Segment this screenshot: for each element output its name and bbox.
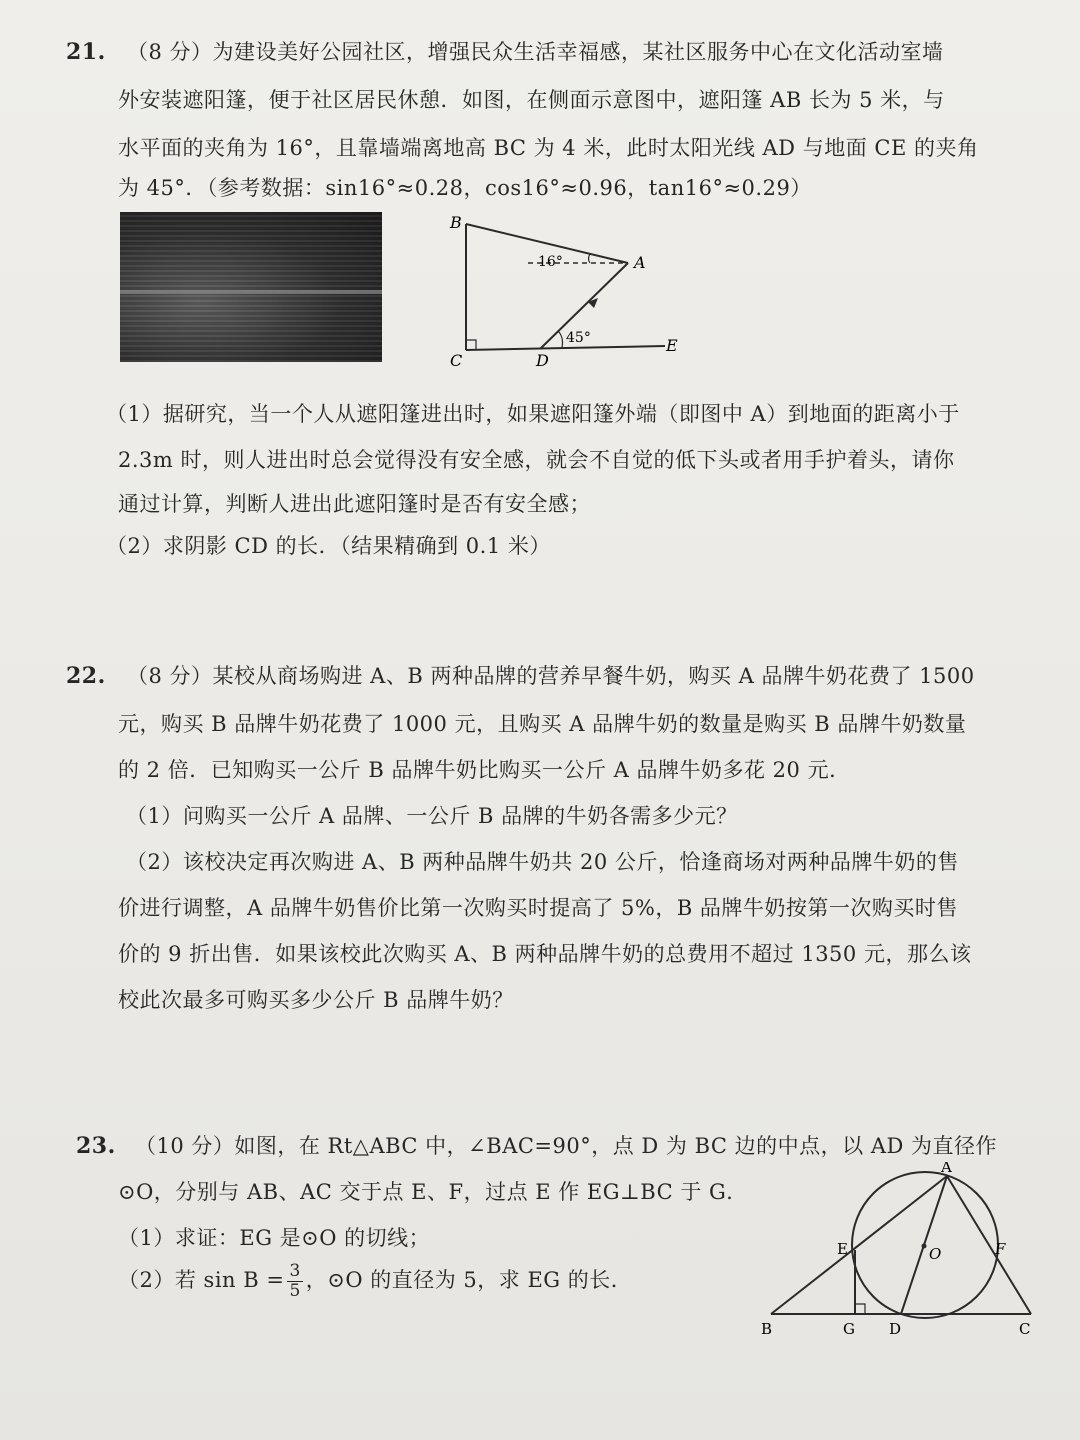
label-angle-16: 16° xyxy=(538,254,563,270)
q22-number: 22. xyxy=(66,663,106,689)
label-b: B xyxy=(761,1320,773,1338)
label-d: D xyxy=(889,1320,902,1338)
q22-text-line-1: （8 分）某校从商场购进 A、B 两种品牌的营养早餐牛奶，购买 A 品牌牛奶花费了 1500 xyxy=(126,664,975,688)
label-e: E xyxy=(837,1240,848,1258)
q22-part2-line-2: 价进行调整，A 品牌牛奶售价比第一次购买时提高了 5%，B 品牌牛奶按第一次购买时售 xyxy=(118,896,958,920)
fraction-three-fifths xyxy=(287,1262,302,1301)
q21-first-line xyxy=(66,36,944,66)
label-e: E xyxy=(666,336,678,355)
fraction-numerator: 3 xyxy=(289,1261,301,1281)
q23-part2-prefix: （2）若 sin B = xyxy=(118,1268,285,1292)
label-angle-45: 45° xyxy=(566,330,591,346)
label-o: O xyxy=(929,1245,942,1263)
q21-text-line-4: 为 45°．（参考数据：sin16°≈0.28，cos16°≈0.96，tan16°≈0.29） xyxy=(118,176,812,200)
q22-part2-line-1: （2）该校决定再次购进 A、B 两种品牌牛奶共 20 公斤，恰逢商场对两种品牌牛奶的售 xyxy=(126,850,959,874)
label-d: D xyxy=(536,351,549,370)
label-c: C xyxy=(450,351,463,370)
q22-text-line-3: 的 2 倍．已知购买一公斤 B 品牌牛奶比购买一公斤 A 品牌牛奶多花 20 元． xyxy=(118,758,851,782)
label-b: B xyxy=(450,213,462,232)
side-ab xyxy=(771,1176,947,1314)
label-a: A xyxy=(941,1162,952,1176)
q23-text-line-1: （10 分）如图，在 Rt△ABC 中，∠BAC=90°，点 D 为 BC 边的中点，以 AD 为直径作 xyxy=(134,1134,998,1158)
q21-part2: （2）求阴影 CD 的长．（结果精确到 0.1 米） xyxy=(106,534,551,558)
q23-number: 23. xyxy=(76,1133,116,1159)
q22-part1: （1）问购买一公斤 A 品牌、一公斤 B 品牌的牛奶各需多少元？ xyxy=(126,804,738,828)
q21-text-line-1: （8 分）为建设美好公园社区，增强民众生活幸福感，某社区服务中心在文化活动室墙 xyxy=(126,40,944,64)
q22-first-line xyxy=(66,660,975,690)
q21-part1-line-3: 通过计算，判断人进出此遮阳篷时是否有安全感； xyxy=(118,492,591,516)
side-ac xyxy=(947,1176,1031,1314)
q23-part1: （1）求证：EG 是⊙O 的切线； xyxy=(118,1226,431,1250)
label-a: A xyxy=(634,253,646,272)
right-angle-mark-c xyxy=(466,340,476,350)
q23-first-line xyxy=(76,1130,997,1160)
right-angle-mark-g xyxy=(855,1304,865,1314)
q22-text-line-2: 元，购买 B 品牌牛奶花费了 1000 元，且购买 A 品牌牛奶的数量是购买 B 品牌牛奶数量 xyxy=(118,712,967,736)
q23-circle-triangle-diagram xyxy=(755,1162,1055,1352)
angle-45-arc xyxy=(558,331,563,348)
label-f: F xyxy=(995,1240,1006,1258)
q21-part1-line-2: 2.3m 时，则人进出时总会觉得没有安全感，就会不自觉的低下头或者用手护着头，请你 xyxy=(118,448,955,472)
q23-part2-suffix: ，⊙O 的直径为 5，求 EG 的长． xyxy=(305,1268,633,1292)
angle-16-arc xyxy=(589,254,591,263)
label-c: C xyxy=(1019,1320,1031,1338)
q22-part2-line-3: 价的 9 折出售．如果该校此次购买 A、B 两种品牌牛奶的总费用不超过 1350 元，那么该 xyxy=(118,942,972,966)
q21-number: 21. xyxy=(66,39,106,65)
center-point-o xyxy=(922,1244,927,1249)
q23-part2 xyxy=(118,1262,632,1301)
q21-awning-photo xyxy=(120,212,382,362)
q21-text-line-3: 水平面的夹角为 16°，且靠墙端离地高 BC 为 4 米，此时太阳光线 AD 与地面 CE 的夹角 xyxy=(118,136,979,160)
q22-part2-line-4: 校此次最多可购买多少公斤 B 品牌牛奶？ xyxy=(118,988,514,1012)
q23-text-line-2: ⊙O，分别与 AB、AC 交于点 E、F，过点 E 作 EG⊥BC 于 G． xyxy=(118,1180,748,1204)
q21-part1-line-1: （1）据研究，当一个人从遮阳篷进出时，如果遮阳篷外端（即图中 A）到地面的距离小于 xyxy=(106,402,960,426)
q21-awning-diagram xyxy=(440,210,700,370)
q21-text-line-2: 外安装遮阳篷，便于社区居民休憩．如图，在侧面示意图中，遮阳篷 AB 长为 5 米，与 xyxy=(118,88,945,112)
label-g: G xyxy=(843,1320,855,1338)
fraction-denominator: 5 xyxy=(289,1281,301,1301)
ground-line-ce xyxy=(466,346,665,350)
